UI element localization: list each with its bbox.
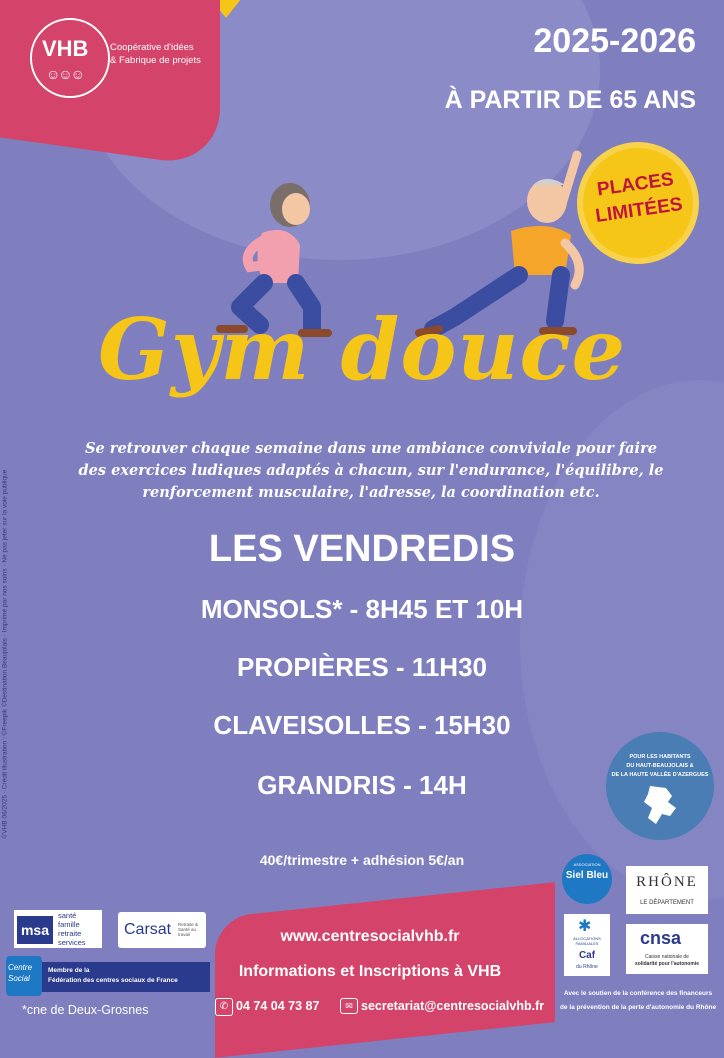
caf-line-1: ALLOCATIONS bbox=[573, 936, 601, 941]
support-line-2: de la prévention de la perte d'autonomie du Rhône bbox=[559, 1004, 717, 1011]
siel-bleu-logo[interactable] bbox=[562, 854, 612, 904]
title: Gym douce bbox=[97, 300, 627, 399]
logo-panel bbox=[0, 0, 220, 168]
centre-social-text: Centre Social bbox=[8, 963, 33, 983]
region-map-icon bbox=[640, 784, 682, 828]
rhone-name: RHÔNE bbox=[636, 874, 698, 890]
msa-line-1: santé bbox=[58, 911, 77, 920]
logo-tagline-1: Coopérative d'idées bbox=[110, 42, 194, 53]
badge-line-1: PLACES bbox=[595, 168, 676, 201]
side-credit: ©VHB 06/2025 · Crédit illustration : ©Freepik ©Destination Beaujolais · Imprimé par nos soins · Ne pas jeter sur la voie publique bbox=[1, 469, 9, 839]
federation-line-2: Fédération des centres sociaux de France bbox=[48, 977, 178, 984]
schedule-day: LES VENDREDIS bbox=[208, 528, 516, 570]
schedule-session-monsols: MONSOLS* - 8H45 ET 10H bbox=[200, 594, 524, 624]
rhone-logo[interactable] bbox=[626, 866, 708, 914]
federation-banner bbox=[42, 962, 210, 992]
msa-logo[interactable] bbox=[14, 910, 102, 948]
email-address[interactable]: secretariat@centresocialvhb.fr bbox=[361, 999, 545, 1013]
carsat-sub: Retraite & Santé au travail bbox=[178, 922, 199, 937]
caf-icon: ✱ bbox=[578, 918, 592, 935]
federation-line-1: Membre de la bbox=[48, 967, 90, 974]
vhb-logo-text: VHB bbox=[42, 36, 89, 61]
commune-note: *cne de Deux-Grosnes bbox=[22, 1003, 149, 1017]
badge-line-2: LIMITÉES bbox=[594, 193, 684, 227]
region-line-3: DE LA HAUTE VALLÉE D'AZERGUES bbox=[611, 772, 709, 778]
logo-tagline-2: & Fabrique de projets bbox=[110, 55, 201, 66]
age-requirement: À PARTIR DE 65 ANS bbox=[444, 86, 696, 114]
caf-line-2: FAMILIALES bbox=[575, 941, 599, 946]
support-line-1: Avec le soutien de la conférence des financeurs bbox=[563, 990, 713, 997]
msa-mark: msa bbox=[17, 916, 53, 944]
carsat-name: Carsat bbox=[124, 921, 172, 938]
region-circle bbox=[606, 732, 714, 840]
schedule-session-grandris: GRANDRIS - 14H bbox=[257, 770, 467, 800]
year: 2025-2026 bbox=[533, 22, 696, 60]
msa-line-3: retraite bbox=[58, 929, 82, 938]
region-line-2: DU HAUT-BEAUJOLAIS & bbox=[626, 763, 694, 769]
rhone-sub: LE DÉPARTEMENT bbox=[640, 900, 694, 906]
vhb-logo[interactable] bbox=[30, 18, 110, 98]
schedule-session-propieres: PROPIÈRES - 11H30 bbox=[237, 652, 487, 682]
caf-line-4: du Rhône bbox=[576, 964, 598, 970]
msa-line-2: famille bbox=[58, 920, 80, 929]
schedule-session-claveisolles: CLAVEISOLLES - 15H30 bbox=[213, 710, 511, 740]
phone-icon: ✆ bbox=[215, 998, 233, 1016]
people-icon: ☺☺☺ bbox=[46, 66, 83, 82]
caf-line-3: Caf bbox=[578, 950, 596, 961]
website-link[interactable]: www.centresocialvhb.fr bbox=[280, 928, 460, 945]
siel-name: Siel Bleu bbox=[565, 870, 609, 881]
centre-social-logo[interactable] bbox=[6, 956, 42, 996]
phone-number[interactable]: 04 74 04 73 87 bbox=[236, 999, 320, 1013]
info-line: Informations et Inscriptions à VHB bbox=[238, 963, 502, 980]
region-line-1: POUR LES HABITANTS bbox=[629, 754, 691, 760]
email-icon: ✉ bbox=[340, 998, 358, 1014]
description: Se retrouver chaque semaine dans une ambiance conviviale pour faire des exercices ludiques adaptés à chacun, sur l'endurance, l'équilibre, le renforcement musculaire, l'adresse, la coordination etc. bbox=[78, 440, 664, 501]
cnsa-name: cnsa bbox=[640, 928, 682, 948]
cnsa-sub-2: solidarité pour l'autonomie bbox=[635, 961, 699, 967]
price: 40€/trimestre + adhésion 5€/an bbox=[259, 852, 465, 868]
caf-logo[interactable] bbox=[564, 914, 610, 976]
cnsa-sub-1: Caisse nationale de bbox=[645, 954, 689, 960]
siel-top: ASSOCIATION bbox=[573, 862, 601, 867]
cnsa-logo[interactable] bbox=[626, 924, 708, 974]
msa-line-4: services bbox=[58, 938, 86, 947]
carsat-logo[interactable] bbox=[118, 912, 206, 948]
